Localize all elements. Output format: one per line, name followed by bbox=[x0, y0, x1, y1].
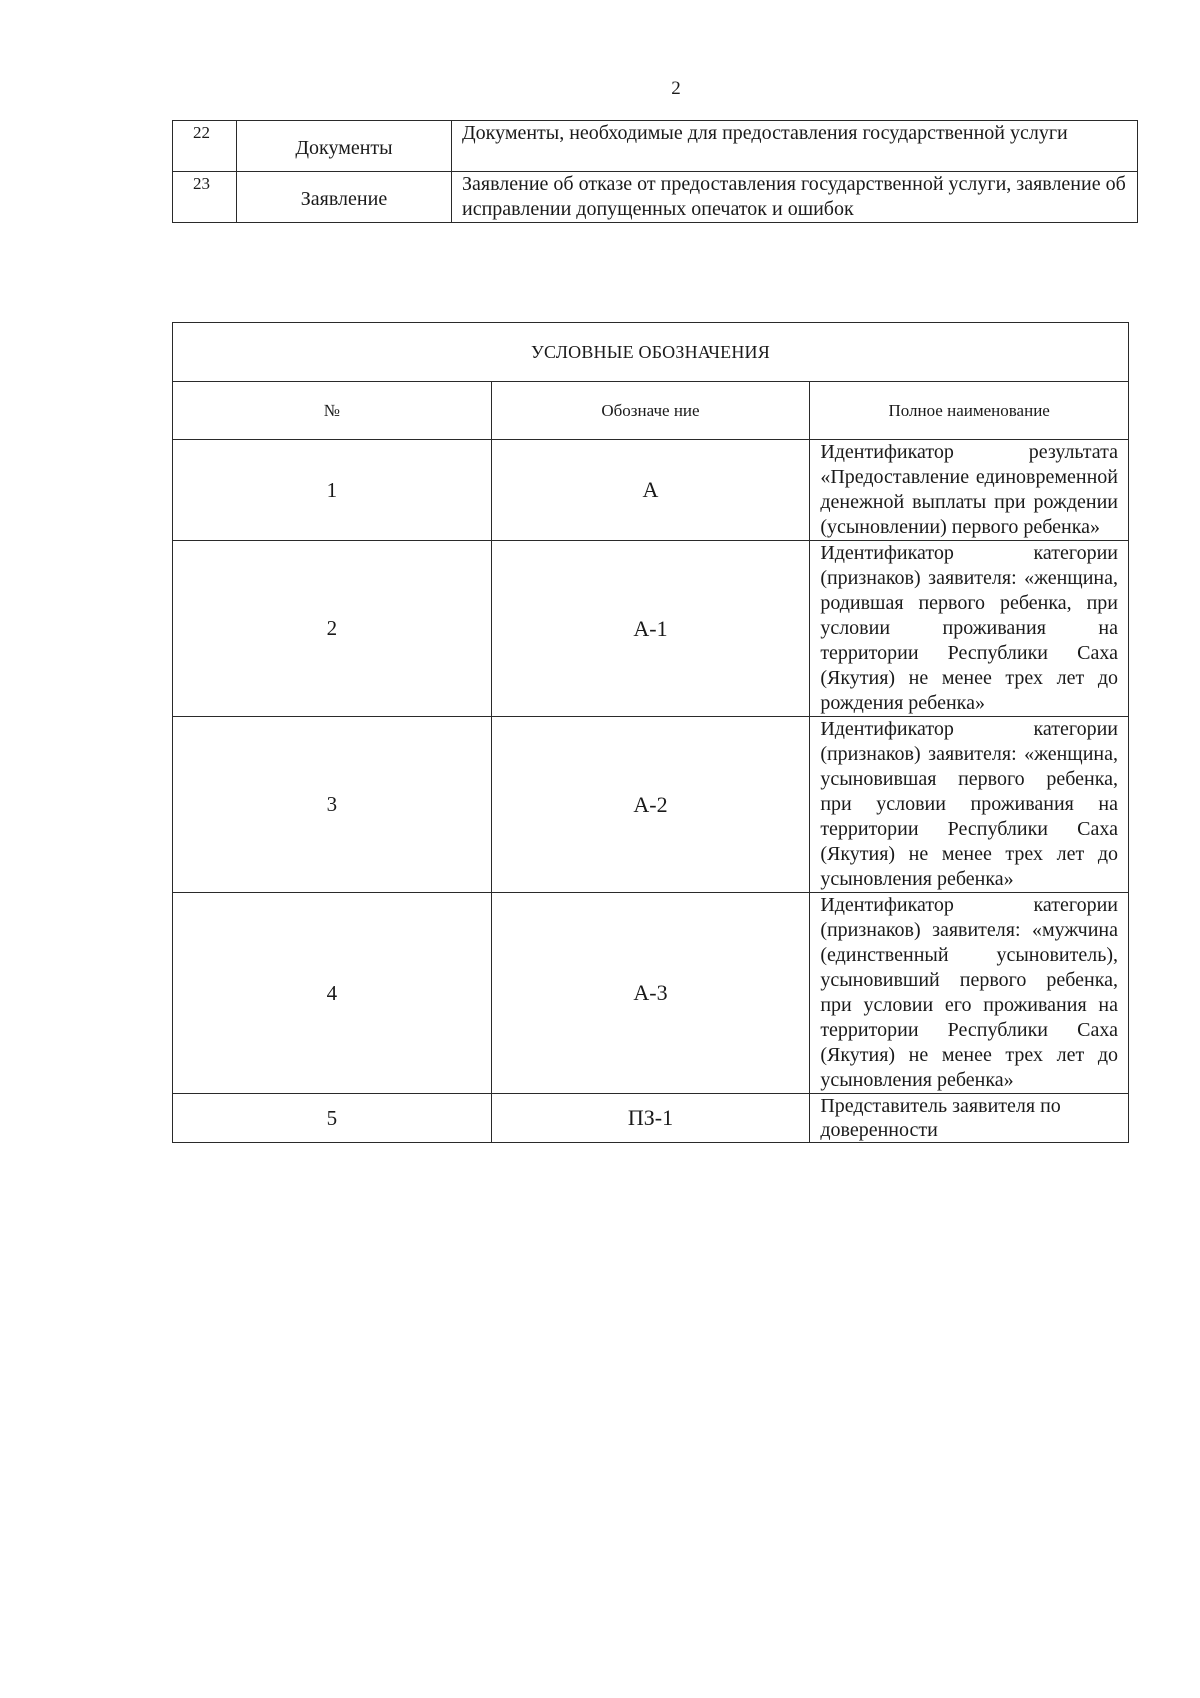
legend-title: УСЛОВНЫЕ ОБОЗНАЧЕНИЯ bbox=[173, 323, 1129, 382]
legend-code: А-1 bbox=[491, 541, 810, 717]
legend-row bbox=[173, 541, 1129, 717]
legend-row bbox=[173, 717, 1129, 893]
legend-code: А-2 bbox=[491, 717, 810, 893]
legend-full-name: Идентификатор категории (признаков) заявителя: «женщина, родившая первого ребенка, при условии проживания на территории Республики Саха (Якутия) не менее трех лет до рождения ребенка» bbox=[810, 541, 1129, 717]
legend-full-name: Идентификатор категории (признаков) заявителя: «мужчина (единственный усыновитель), усыновивший первого ребенка, при условии его проживания на территории Республики Саха (Якутия) не менее трех лет до усыновления ребенка» bbox=[810, 893, 1129, 1094]
table-row bbox=[173, 121, 1138, 172]
row-number: 23 bbox=[173, 172, 237, 223]
legend-number: 5 bbox=[173, 1094, 492, 1143]
legend-full-name: Идентификатор результата «Предоставление единовременной денежной выплаты при рождении (усыновлении) первого ребенка» bbox=[810, 440, 1129, 541]
legend-row bbox=[173, 893, 1129, 1094]
table-row bbox=[173, 172, 1138, 223]
legend-code: А-3 bbox=[491, 893, 810, 1094]
legend-number: 3 bbox=[173, 717, 492, 893]
row-name: Заявление bbox=[237, 172, 452, 223]
legend-code: ПЗ-1 bbox=[491, 1094, 810, 1143]
row-name: Документы bbox=[237, 121, 452, 172]
legend-number: 4 bbox=[173, 893, 492, 1094]
legend-full-name: Представитель заявителя по доверенности bbox=[810, 1094, 1129, 1143]
legend-caption-row bbox=[173, 323, 1129, 382]
legend-number: 1 bbox=[173, 440, 492, 541]
row-description: Документы, необходимые для предоставления государственной услуги bbox=[452, 121, 1138, 172]
services-table bbox=[172, 120, 1138, 223]
header-full-name: Полное наименование bbox=[810, 382, 1129, 440]
legend-row bbox=[173, 440, 1129, 541]
legend-number: 2 bbox=[173, 541, 492, 717]
row-number: 22 bbox=[173, 121, 237, 172]
legend-header-row bbox=[173, 382, 1129, 440]
page-number: 2 bbox=[671, 78, 681, 99]
legend-row bbox=[173, 1094, 1129, 1143]
legend-table bbox=[172, 322, 1129, 1143]
header-code: Обозначе ние bbox=[491, 382, 810, 440]
legend-code: А bbox=[491, 440, 810, 541]
row-description: Заявление об отказе от предоставления государственной услуги, заявление об исправлении допущенных опечаток и ошибок bbox=[452, 172, 1138, 223]
header-number: № bbox=[173, 382, 492, 440]
legend-full-name: Идентификатор категории (признаков) заявителя: «женщина, усыновившая первого ребенка, при условии проживания на территории Республики Саха (Якутия) не менее трех лет до усыновления ребенка» bbox=[810, 717, 1129, 893]
